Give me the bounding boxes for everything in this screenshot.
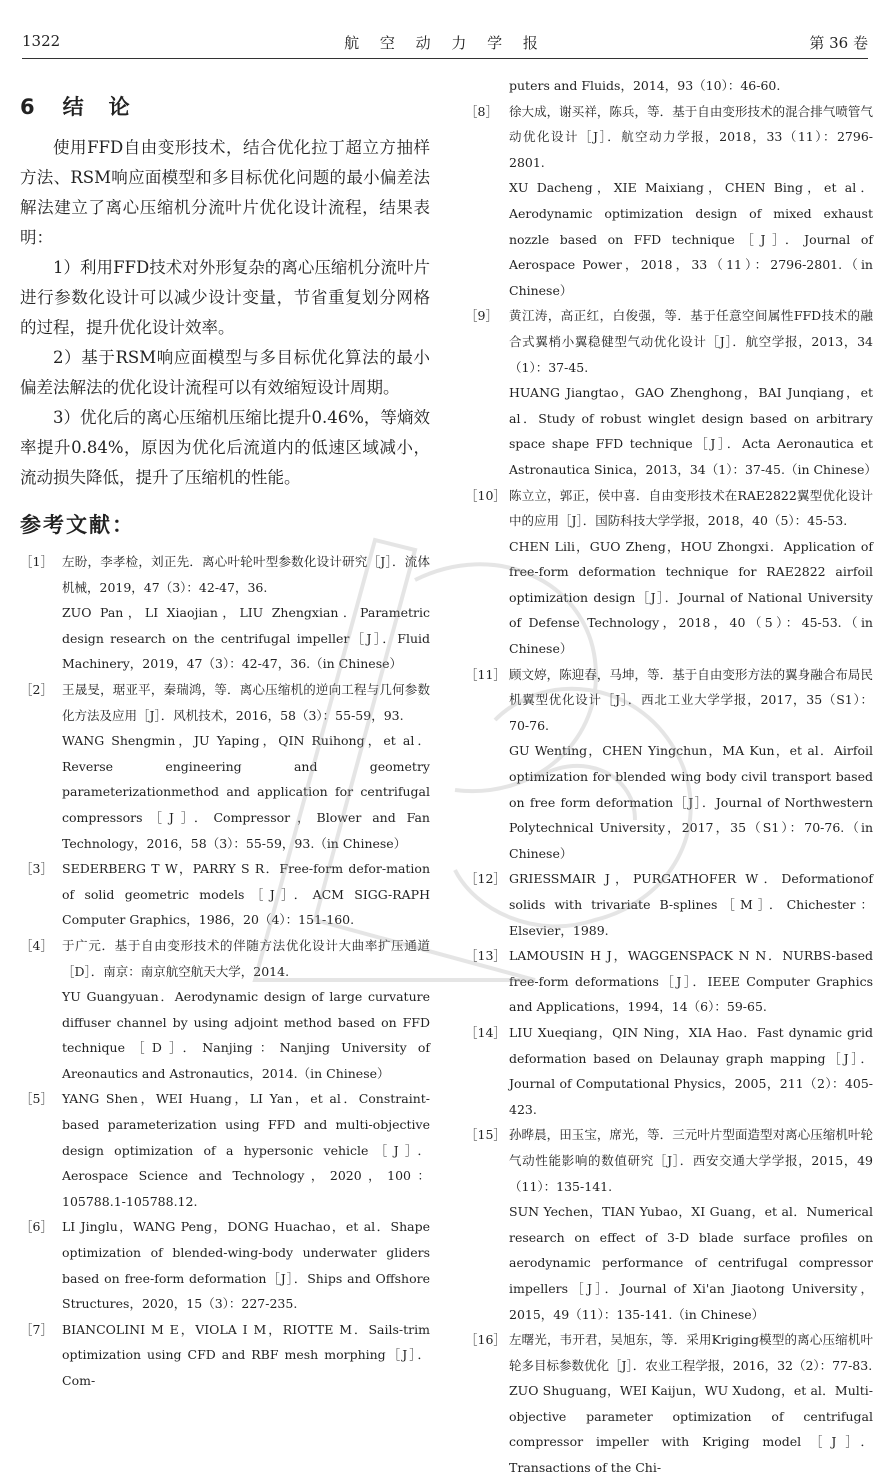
reference-text-english: ZUO Shuguang，WEI Kaijun，WU Xudong，et al．Multi-objective parameter optimization of centrifugal compressor impeller with Kriging model［J］．Transactions of the Chi- xyxy=(509,1383,873,1476)
reference-entry xyxy=(465,943,873,1020)
reference-text-english: WANG Shengmin，JU Yaping，QIN Ruihong，et al．Reverse engineering and geometry parameterizationmethod and application for centrifugal compressors［J］．Compressor，Blower and Fan Technology，2016，58（3）：55-59，93.（in Chinese） xyxy=(62,733,430,851)
reference-text-english: YU Guangyuan．Aerodynamic design of large curvature diffuser channel by using adjoint method based on FFD technique［D］．Nanjing：Nanjing University of Areonautics and Astronautics，2014.（in Chinese） xyxy=(62,989,430,1081)
reference-entry xyxy=(20,933,430,1087)
reference-text-english: SEDERBERG T W，PARRY S R．Free-form defor-mation of solid geometric models［J］．ACM SIGG-RAPH Computer Graphics，1986，20（4）：151-160. xyxy=(62,861,430,928)
reference-number: ［12］ xyxy=(465,871,506,887)
reference-number: ［9］ xyxy=(465,308,498,324)
volume-label: 第 36 卷 xyxy=(809,34,868,52)
conclusion-paragraph: 3）优化后的离心压缩机压缩比提升0.46%，等熵效率提升0.84%，原因为优化后流道内的低速区域减小，流动损失降低，提升了压缩机的性能。 xyxy=(20,408,430,487)
references-list-left xyxy=(20,549,430,1394)
reference-text-english: XU Dacheng，XIE Maixiang，CHEN Bing，et al．Aerodynamic optimization design of mixed exhaust nozzle based on FFD technique［J］．Journal of Aerospace Power，2018，33（11）：2796-2801.（in Chinese） xyxy=(509,180,873,298)
reference-number: ［14］ xyxy=(465,1024,506,1040)
conclusion-paragraph: 1）利用FFD技术对外形复杂的离心压缩机分流叶片进行参数化设计可以减少设计变量，节省重复划分网格的过程，提升优化设计效率。 xyxy=(20,258,430,337)
reference-number: ［1］ xyxy=(20,554,53,569)
reference-text-chinese: 王晟旻，琚亚平，秦瑞鸿，等．离心压缩机的逆向工程与几何参数化方法及应用［J］．风机技术，2016，58（3）：55-59，93. xyxy=(62,681,430,723)
reference-text-chinese: 左盼，李孝检，刘正先．离心叶轮叶型参数化设计研究［J］．流体机械，2019，47（3）：42-47，36. xyxy=(62,554,430,595)
reference-entry xyxy=(465,99,873,304)
reference-entry xyxy=(20,856,430,933)
reference-entry xyxy=(465,1020,873,1122)
reference-text-chinese: 孙晔晨，田玉宝，席光，等．三元叶片型面造型对离心压缩机叶轮气动性能影响的数值研究［J］．西安交通大学学报，2015，49（11）：135-141. xyxy=(509,1127,873,1194)
section-number: 6 xyxy=(20,95,37,119)
reference-entry xyxy=(465,1122,873,1327)
reference-text-english: GU Wenting，CHEN Yingchun，MA Kun，et al．Airfoil optimization for blended wing body civil transport based on free form deformation［J］．Journal of Northwestern Polytechnical University，2017，35（S1）：70-76.（in Chinese） xyxy=(509,743,873,861)
reference-entry xyxy=(20,677,430,856)
reference-text-english: LIU Xueqiang，QIN Ning，XIA Hao．Fast dynamic grid deformation based on Delaunay graph mapping［J］．Journal of Computational Physics，2005，211（2）：405-423. xyxy=(509,1024,873,1117)
right-column xyxy=(465,73,877,1481)
page-header xyxy=(22,28,868,59)
reference-entry xyxy=(465,866,873,943)
conclusion-paragraph: 使用FFD自由变形技术，结合优化拉丁超立方抽样方法、RSM响应面模型和多目标优化问题的最小偏差法解法建立了离心压缩机分流叶片优化设计流程，结果表明： xyxy=(20,138,430,247)
reference-text-chinese: 陈立立，郭正，侯中喜．自由变形技术在RAE2822翼型优化设计中的应用［J］．国防科技大学学报，2018，40（5）：45-53. xyxy=(509,487,873,529)
reference-entry xyxy=(20,1214,430,1316)
reference-text-english: HUANG Jiangtao，GAO Zhenghong，BAI Junqiang，et al．Study of robust winglet design based on arbitrary space shape FFD technique［J］．Acta Aeronautica et Astronautica Sinica，2013，34（1）：37-45.（in Chinese） xyxy=(509,385,877,477)
reference-number: ［13］ xyxy=(465,948,506,964)
references-heading: 参考文献： xyxy=(20,513,135,537)
reference-text-chinese: 徐大成，谢买祥，陈兵，等．基于自由变形技术的混合排气喷管气动优化设计［J］．航空动力学报，2018，33（11）：2796-2801. xyxy=(509,103,873,170)
reference-entry xyxy=(465,662,873,867)
reference-text-english: YANG Shen，WEI Huang，LI Yan，et al．Constraint-based parameterization using FFD and multi-objective design optimization of a hypersonic vehicle［J］．Aerospace Science and Technology，2020，100：105788.1-105788.12. xyxy=(62,1091,430,1209)
reference-number: ［10］ xyxy=(465,487,506,503)
reference-number: ［3］ xyxy=(20,861,53,877)
reference-text-chinese: 于广元．基于自由变形技术的伴随方法优化设计大曲率扩压通道［D］．南京：南京航空航天大学，2014. xyxy=(62,937,430,979)
journal-title: 航 空 动 力 学 报 xyxy=(344,34,546,52)
reference-entry xyxy=(20,1086,430,1214)
reference-number: ［16］ xyxy=(465,1332,506,1348)
reference-text-english: CHEN Lili，GUO Zheng，HOU Zhongxi．Application of free-form deformation technique for RAE2822 airfoil optimization design［J］．Journal of National University of Defense Technology，2018，40（5）：45-53.（in Chinese） xyxy=(509,538,873,657)
reference-entry xyxy=(465,303,877,482)
reference-text-chinese: 顾文婷，陈迎春，马坤，等．基于自由变形方法的翼身融合布局民机翼型优化设计［J］．西北工业大学学报，2017，35（S1）：70-76. xyxy=(509,666,873,733)
reference-entry xyxy=(20,1317,430,1394)
reference-text-english: GRIESSMAIR J，PURGATHOFER W．Deformationof solids with trivariate B-splines［M］．Chichester：Elsevier，1989. xyxy=(509,871,873,938)
page-number: 1322 xyxy=(22,32,61,50)
conclusion-paragraph: 2）基于RSM响应面模型与多目标优化算法的最小偏差法解法的优化设计流程可以有效缩短设计周期。 xyxy=(20,348,430,397)
reference-number: ［4］ xyxy=(20,937,53,953)
section-title: 结 论 xyxy=(62,95,132,119)
reference-text-english: SUN Yechen，TIAN Yubao，XI Guang，et al．Numerical research on effect of 3-D blade surface profiles on aerodynamic performance of centrifugal compressor impellers［J］．Journal of Xi'an Jiaotong University，2015，49（11）：135-141.（in Chinese） xyxy=(509,1204,873,1322)
reference-number: ［11］ xyxy=(465,666,506,682)
section-heading xyxy=(20,91,430,121)
reference-number: ［7］ xyxy=(20,1321,53,1337)
reference-number: ［5］ xyxy=(20,1091,53,1107)
reference-number: ［6］ xyxy=(20,1219,53,1235)
references-list-right xyxy=(465,99,877,1481)
reference-entry xyxy=(465,483,873,662)
reference-text-chinese: 左曙光，韦开君，吴旭东，等．采用Kriging模型的离心压缩机叶轮多目标参数优化［J］．农业工程学报，2016，32（2）：77-83. xyxy=(509,1332,873,1373)
reference-number: ［2］ xyxy=(20,681,53,697)
left-column xyxy=(20,85,430,1394)
reference-text-chinese: 黄江涛，高正红，白俊强，等．基于任意空间属性FFD技术的融合式翼梢小翼稳健型气动优化设计［J］．航空学报，2013，34（1）：37-45. xyxy=(509,308,873,375)
reference-text-english: ZUO Pan，LI Xiaojian，LIU Zhengxian．Parametric design research on the centrifugal impeller［J］．Fluid Machinery，2019，47（3）：42-47，36.（in Chinese） xyxy=(62,605,430,672)
reference-continuation: puters and Fluids，2014，93（10）：46-60. xyxy=(509,78,781,93)
reference-number: ［15］ xyxy=(465,1127,506,1143)
reference-text-english: LI Jinglu，WANG Peng，DONG Huachao，et al．Shape optimization of blended-wing-body underwater gliders based on free-form deformation［J］．Ships and Offshore Structures，2020，15（3）：227-235. xyxy=(62,1219,430,1312)
reference-text-english: BIANCOLINI M E，VIOLA I M，RIOTTE M．Sails-trim optimization using CFD and RBF mesh morphing［J］．Com- xyxy=(62,1321,430,1388)
reference-text-english: LAMOUSIN H J，WAGGENSPACK N N．NURBS-based free-form deformations［J］．IEEE Computer Graphics and Applications，1994，14（6）：59-65. xyxy=(509,948,873,1015)
reference-entry xyxy=(20,549,430,677)
reference-number: ［8］ xyxy=(465,103,498,119)
reference-entry xyxy=(465,1327,873,1481)
